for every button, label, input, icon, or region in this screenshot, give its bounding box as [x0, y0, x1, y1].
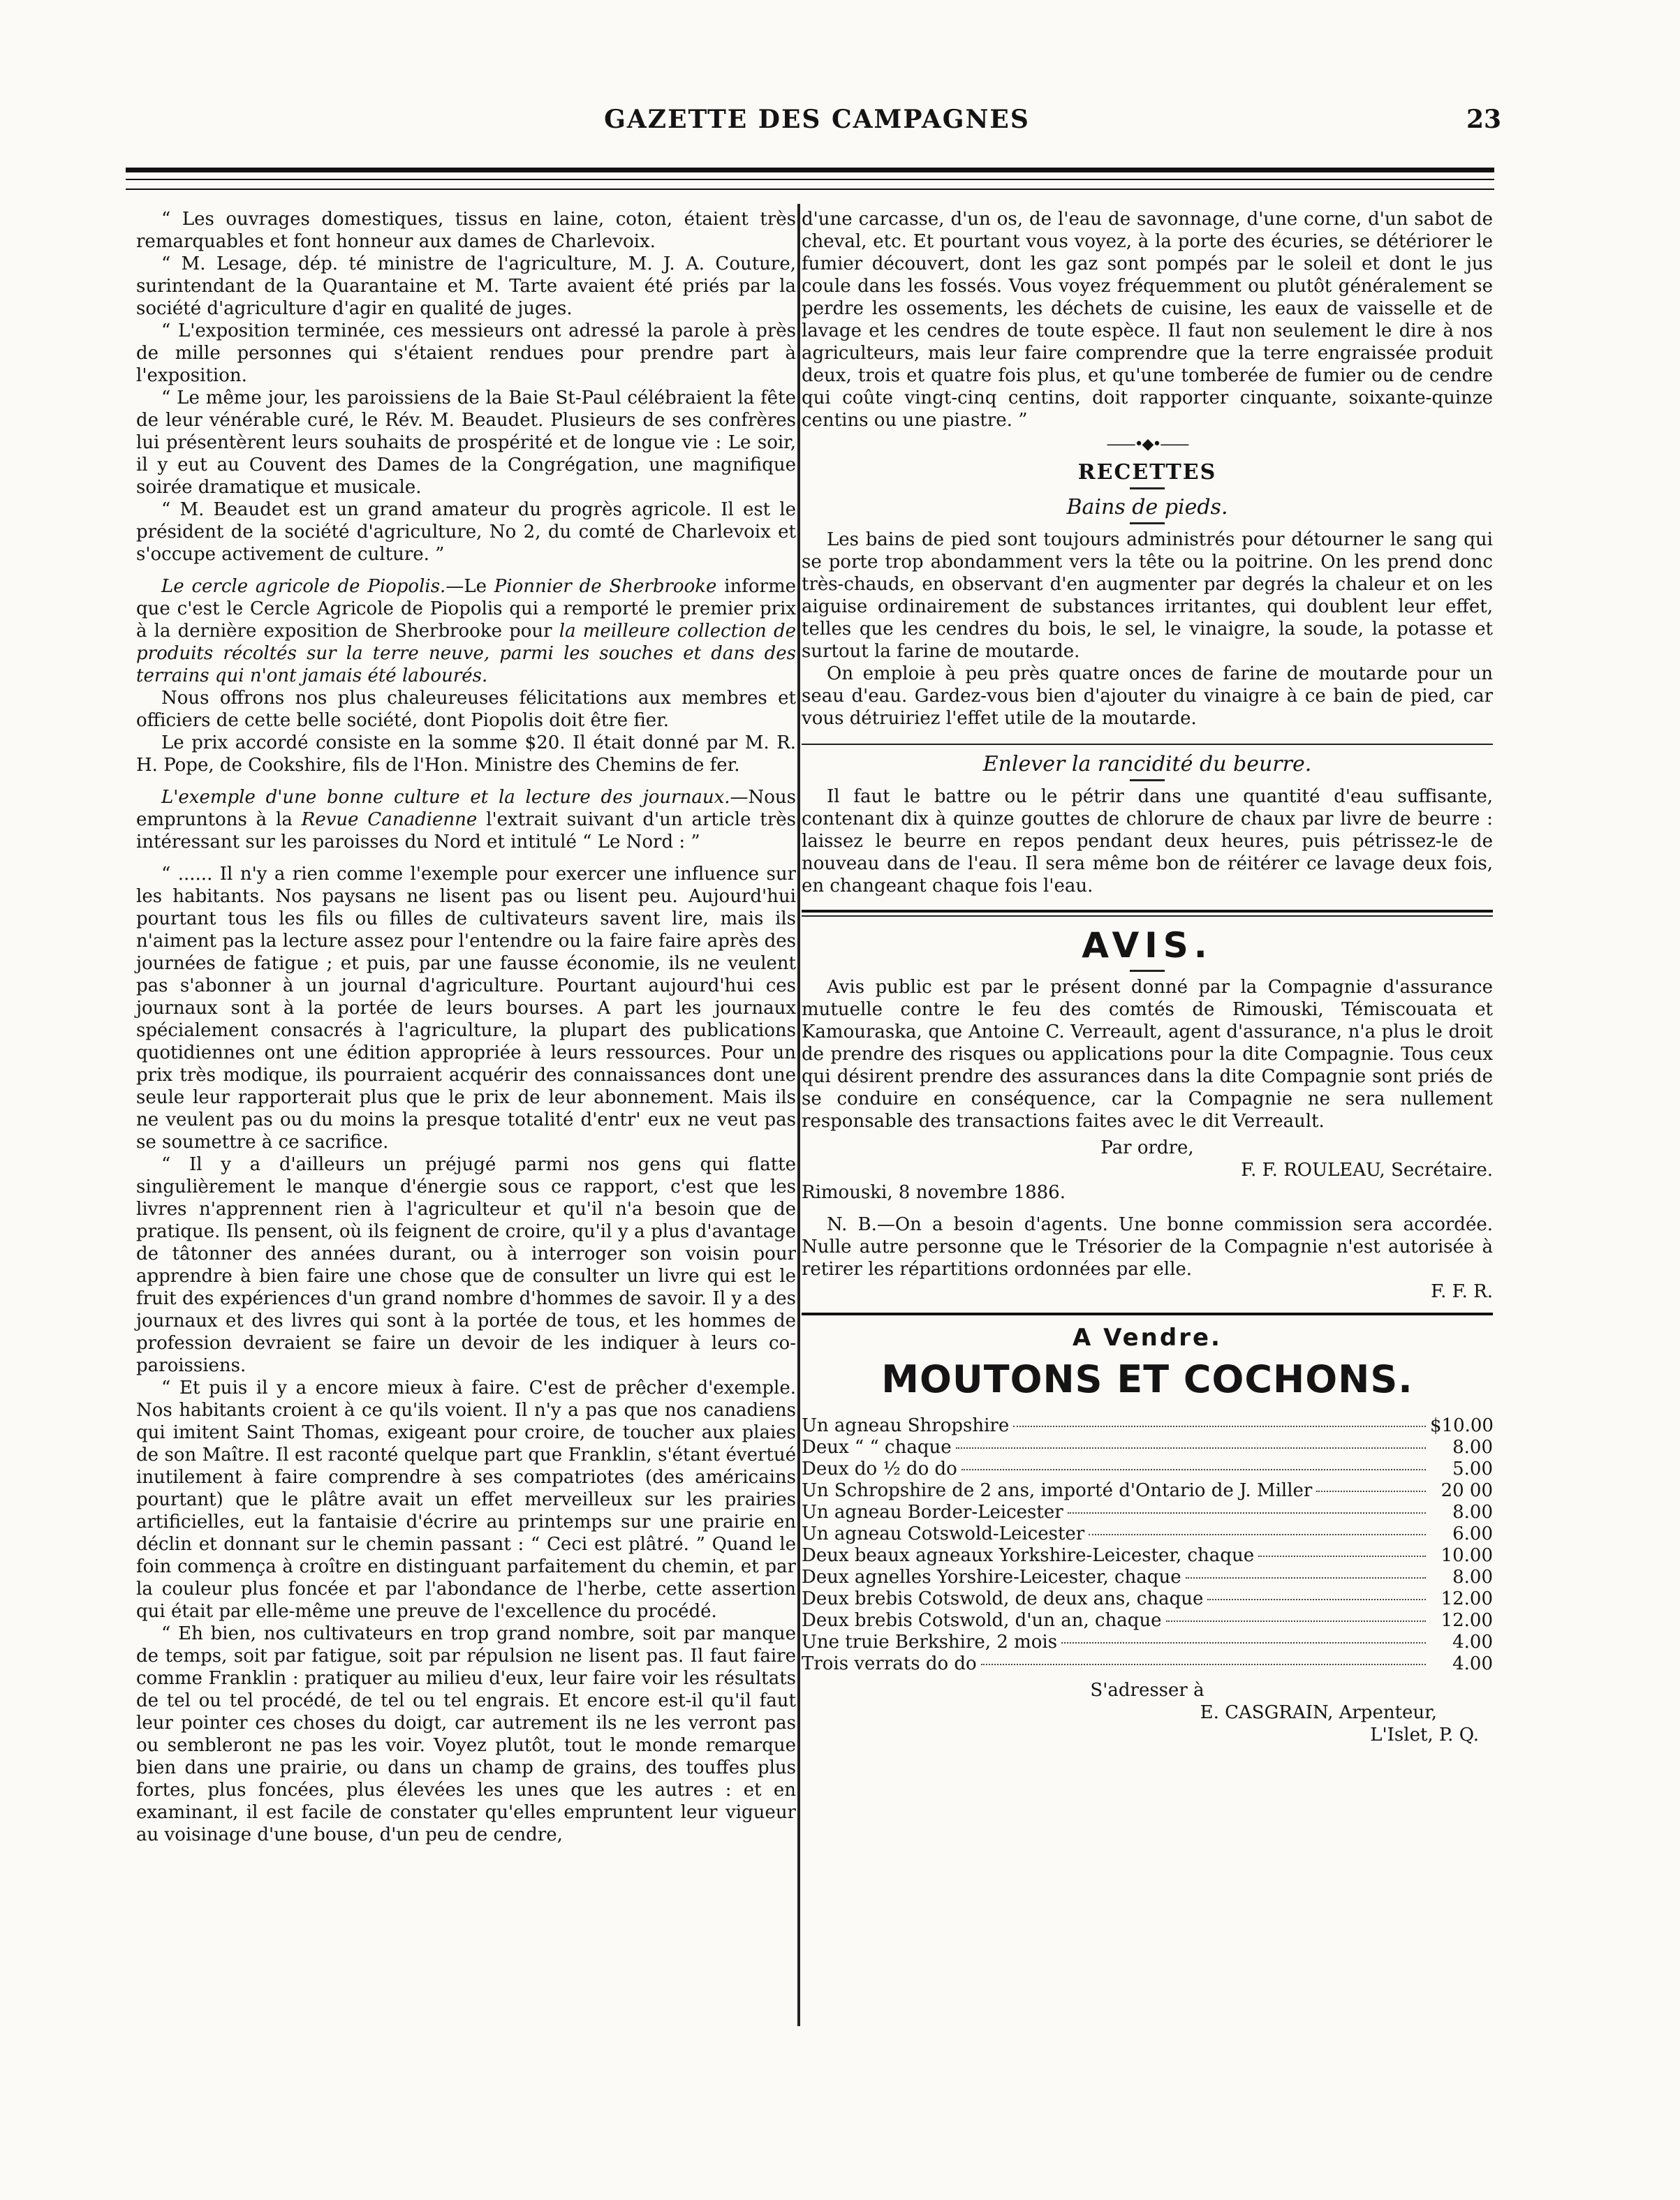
left-column [136, 208, 796, 1846]
dot-leader [1068, 1512, 1426, 1514]
location-lislet: L'Islet, P. Q. [1370, 1725, 1479, 1745]
paragraph: “ L'exposition terminée, ces messieurs ont adressé la parole à près de mille personnes qui s'étaient rendues pour prendre part à l'exposition. [136, 320, 796, 386]
price-item-label: Trois verrats do do [802, 1653, 977, 1674]
price-value: 4.00 [1452, 1653, 1493, 1674]
subsection-title-beurre: Enlever la rancidité du beurre. [982, 752, 1312, 776]
source-name: Revue Canadienne [301, 809, 478, 830]
dot-leader [1186, 1577, 1426, 1579]
ornament-divider: ——•◆•—— [1106, 436, 1188, 453]
newspaper-title: GAZETTE DES CAMPAGNES [604, 105, 1030, 134]
short-rule [1130, 779, 1165, 781]
price-row [802, 1545, 1493, 1567]
paragraph-italic: la meilleure collection de produits récoltés sur la terre neuve, parmi les souches et dans des terrains qui n'ont jamais été labourés. [136, 621, 797, 686]
price-row [802, 1415, 1493, 1437]
price-row [802, 1502, 1493, 1523]
dot-leader [956, 1447, 1426, 1449]
price-value: 10.00 [1440, 1545, 1493, 1566]
paragraph: Il faut le battre ou le pétrir dans une quantité d'eau suffisante, contenant dix à quinze gouttes de chlorure de chaux par livre de beurre : laissez le beurre en repos pendant deux heures, puis pétrissez-le de nouveau dans de l'eau. Il sera même bon de réitérer ce lavage deux fois, en changeant chaque fois l'eau. [802, 786, 1493, 896]
dash: —Le [445, 576, 494, 597]
price-row [802, 1567, 1493, 1588]
price-value: 8.00 [1452, 1502, 1493, 1523]
dot-leader [961, 1469, 1426, 1470]
sadresser: S'adresser à [1090, 1680, 1204, 1701]
paragraph-nb: N. B.—On a besoin d'agents. Une bonne commission sera accordée. Nulle autre personne que le Trésorier de la Compagnie n'est autorisée à retirer les répartitions ordonnées par elle. [802, 1214, 1493, 1280]
price-row [802, 1523, 1493, 1545]
paragraph: “ Le même jour, les paroissiens de la Baie St-Paul célébraient la fête de leur vénérable curé, le Rév. M. Beaudet. Plusieurs de ses confrères lui présentèrent leurs souhaits de prospérité et de longue vie : Le soir, il y eut au Couvent des Dames de la Congrégation, une magnifique soirée dramatique et musicale. [136, 387, 796, 498]
paragraph: d'une carcasse, d'un os, de l'eau de savonnage, d'une corne, d'un sabot de cheval, etc. Et pourtant vous voyez, à la porte des écuries, se détériorer le fumier découvert, dont les gaz sont pompés par le soleil et dont le jus coule dans les fossés. Vous voyez fréquemment ou plutôt généralement se perdre les ossements, les déchets de cuisine, les eaux de vaisselle et de lavage et les cendres de toute espèce. Il faut non seulement le dire à nos agriculteurs, mais leur faire comprendre que la terre engraissée produit deux, trois et quatre fois plus, et qu'une tomberée de fumier ou de cendre qui coûte vingt-cinq centins, doit rapporter cinquante, soixante-quinze centins ou une piastre. ” [802, 209, 1493, 431]
section-rule [802, 744, 1493, 745]
price-row [802, 1480, 1493, 1502]
paragraph: “ M. Lesage, dép. té ministre de l'agriculture, M. J. A. Couture, surintendant de la Quarantaine et M. Tarte avaient été priés par la société d'agriculture d'agir en qualité de juges. [136, 253, 796, 319]
dot-leader [1166, 1621, 1426, 1622]
dot-leader [1013, 1426, 1426, 1427]
price-value: 12.00 [1440, 1610, 1493, 1631]
paragraph: “ Et puis il y a encore mieux à faire. C'est de prêcher d'exemple. Nos habitants croient à ce qu'ils voient. Il n'y a pas que nos canadiens qui imitent Saint Thomas, exigeant pour croire, de toucher aux plaies de son Maître. Il est raconté quelque part que Franklin, s'étant évertué inutilement à faire comprendre à ses compatriotes (des américains pourtant) que le plâtre avait un effet merveilleux sur les prairies artificielles, eut la fantaisie d'écrire au printemps sur une prairie en déclin et donnant sur le chemin passant : “ Ceci est plâtré. ” Quand le foin commença à croître en distinguant parfaitement du chemin, et par la couleur plus foncée et par l'abondance de l'herbe, cette assertion qui était par elle-même une preuve de l'excellence du procédé. [136, 1378, 796, 1622]
subsection-title-bains: Bains de pieds. [1066, 495, 1228, 519]
paragraph-text: informe que c'est le Cercle Agricole de Piopolis qui a remporté le premier prix à la dernière exposition de Sherbrooke pour [136, 576, 796, 642]
source-name: Pionnier de Sherbrooke [494, 576, 717, 597]
price-row [802, 1588, 1493, 1610]
dot-leader [1061, 1642, 1426, 1644]
dot-leader [1207, 1599, 1426, 1600]
price-item-label: Deux brebis Cotswold, d'un an, chaque [802, 1610, 1162, 1631]
price-item-label: Un agneau Border-Leicester [802, 1502, 1063, 1523]
paragraph: Nous offrons nos plus chaleureuses félicitations aux membres et officiers de cette belle société, dont Piopolis doit être fier. [136, 688, 796, 731]
price-item-label: Deux “ “ chaque [802, 1437, 952, 1458]
price-value: 20 00 [1440, 1480, 1493, 1501]
short-rule [1130, 522, 1165, 524]
section-rule-thin [802, 915, 1493, 917]
page-number: 23 [1466, 105, 1502, 134]
date-line: Rimouski, 8 novembre 1886. [802, 1182, 1066, 1203]
paragraph-piopolis [136, 575, 796, 687]
price-value: 8.00 [1452, 1437, 1493, 1458]
paragraph: “ Il y a d'ailleurs un préjugé parmi nos gens qui flatte singulièrement le manque d'énergie sous ce rapport, c'est que les livres n'apprennent rien à l'agriculteur et qu'il n'a besoin que de pratique. Ils pensent, où ils feignent de croire, qu'il y a plus d'avantage de tâtonner des années durant, ou à interroger son voisin pour apprendre à bien faire une chose que de consulter un livre qui est le fruit des expériences d'un grand nombre d'hommes de savoir. Il y a des journaux et des livres qui sont à la portée de tous, et les hommes de profession devraient se faire un devoir de les indiquer à leurs co-paroissiens. [136, 1154, 796, 1376]
header-rule-thin-2 [126, 189, 1494, 190]
price-value: 4.00 [1452, 1632, 1493, 1653]
paragraph: “ ...... Il n'y a rien comme l'exemple pour exercer une influence sur les habitants. Nos paysans ne lisent pas ou lisent peu. Aujourd'hui pourtant tous les fils ou filles de cultivateurs savent lire, mais ils n'aiment pas la lecture assez pour l'entendre ou la faire faire après des journées de fatigue ; et puis, par une fausse économie, ils ne veulent pas s'abonner à un journal d'agriculture. Pourtant aujourd'hui ces journaux sont à la portée de leurs bourses. A part les journaux spécialement consacrés à l'agriculture, la plupart des publications quotidiennes ont une édition appropriée à leurs ressources. Pour un prix très modique, ils pourraient acquérir des connaissances dont une seule leur rapporterait plus que le prix de leur abonnement. Mais ils ne veulent pas ou du moins la presque totalité d'entr' eux ne veut pas se soumettre à ce sacrifice. [136, 864, 796, 1153]
section-title-avis: AVIS. [1082, 925, 1213, 966]
price-item-label: Deux do ½ do do [802, 1459, 957, 1479]
signature-casgrain: E. CASGRAIN, Arpenteur, [1200, 1702, 1437, 1723]
price-item-label: Deux brebis Cotswold, de deux ans, chaque [802, 1588, 1204, 1609]
ad-headline: MOUTONS ET COCHONS. [881, 1357, 1413, 1401]
price-value: 8.00 [1452, 1567, 1493, 1588]
paragraph: Avis public est par le présent donné par la Compagnie d'assurance mutuelle contre le feu des comtés de Rimouski, Témiscouata et Kamouraska, que Antoine C. Verreault, agent d'assurance, n'a plus le droit de prendre des risques ou applications pour la dite Compagnie. Tous ceux qui désirent prendre des assurances dans la dite Compagnie sont priés de se conduire en conséquence, car la Compagnie ne sera nullement responsable des transactions faites avec le dit Verreault. [802, 977, 1493, 1132]
short-rule [1130, 487, 1165, 489]
price-item-label: Deux agnelles Yorshire-Leicester, chaque [802, 1567, 1181, 1588]
price-row [802, 1437, 1493, 1459]
price-list [802, 1415, 1493, 1675]
price-item-label: Un agneau Shropshire [802, 1415, 1010, 1436]
dot-leader [1089, 1534, 1426, 1535]
short-rule [1130, 970, 1165, 972]
section-rule-thick [802, 910, 1493, 913]
paragraph-lead: L'exemple d'une bonne culture et la lecture des journaux. [161, 787, 730, 808]
column-divider [797, 204, 800, 2026]
section-title-recettes: RECETTES [1077, 460, 1217, 485]
price-item-label: Une truie Berkshire, 2 mois [802, 1632, 1058, 1653]
price-value: 12.00 [1440, 1588, 1493, 1609]
dot-leader [1258, 1556, 1426, 1557]
paragraph: Les bains de pied sont toujours administrés pour détourner le sang qui se porte trop abondamment vers la tête ou la poitrine. On les prend donc très-chauds, en observant d'en augmenter par degrés la chaleur et on les aiguise ordinairement de substances irritantes, qui doublent leur effet, telles que les cendres du bois, le sel, le vinaigre, la soude, la potasse et surtout la farine de moutarde. [802, 529, 1493, 662]
price-item-label: Un Schropshire de 2 ans, importé d'Ontario de J. Miller [802, 1480, 1313, 1501]
price-row [802, 1632, 1493, 1653]
right-column [802, 208, 1493, 1746]
dot-leader [1316, 1491, 1426, 1492]
paragraph: “ Les ouvrages domestiques, tissus en laine, coton, étaient très remarquables et font honneur aux dames de Charlevoix. [136, 209, 796, 252]
price-row [802, 1653, 1493, 1675]
price-row [802, 1610, 1493, 1632]
paragraph-text: —Nous empruntons à la [136, 787, 796, 830]
section-rule-thick [802, 1313, 1493, 1315]
paragraph-exemple [136, 786, 796, 853]
header-rule-thin [126, 179, 1494, 180]
paragraph: “ M. Beaudet est un grand amateur du progrès agricole. Il est le président de la société d'agriculture, No 2, du comté de Charlevoix et s'occupe activement de culture. ” [136, 499, 796, 565]
header-rule-thick [126, 168, 1494, 172]
signature-ffr: F. F. R. [1431, 1281, 1493, 1302]
section-title-vendre: A Vendre. [1073, 1324, 1222, 1352]
dot-leader [981, 1664, 1426, 1665]
price-row [802, 1459, 1493, 1480]
paragraph: On emploie à peu près quatre onces de farine de moutarde pour un seau d'eau. Gardez-vous bien d'ajouter du vinaigre à ce bain de pied, car vous détruiriez l'effet utile de la moutarde. [802, 663, 1493, 729]
price-item-label: Un agneau Cotswold-Leicester [802, 1523, 1085, 1544]
price-value: 5.00 [1452, 1459, 1493, 1479]
paragraph: “ Eh bien, nos cultivateurs en trop grand nombre, soit par manque de temps, soit par fatigue, soit par répulsion ne lisent pas. Il faut faire comme Franklin : pratiquer au milieu d'eux, leur faire voir les résultats de tel ou tel procédé, de tel ou tel engrais. Et encore est-il qu'il faut leur pointer ces choses du doigt, car autrement ils ne les verront pas ou sembleront ne pas les voir. Voyez plutôt, tout le monde remarque bien dans une prairie, ou dans un champ de grains, des touffes plus fortes, plus foncées, plus élevées les unes que les autres : et en examinant, il est facile de constater qu'elles empruntent leur vigueur au voisinage d'une bouse, d'un peu de cendre, [136, 1623, 796, 1845]
paragraph-text: l'extrait suivant d'un article très intéressant sur les paroisses du Nord et intitulé “ Le Nord : ” [136, 809, 796, 852]
price-value: $10.00 [1430, 1415, 1494, 1436]
price-value: 6.00 [1452, 1523, 1493, 1544]
par-ordre: Par ordre, [1100, 1137, 1194, 1158]
paragraph: Le prix accordé consiste en la somme $20. Il était donné par M. R. H. Pope, de Cookshire, fils de l'Hon. Ministre des Chemins de fer. [136, 732, 796, 776]
price-item-label: Deux beaux agneaux Yorkshire-Leicester, chaque [802, 1545, 1255, 1566]
paragraph-lead: Le cercle agricole de Piopolis. [161, 576, 446, 597]
signature-rouleau: F. F. ROULEAU, Secrétaire. [1241, 1160, 1493, 1181]
